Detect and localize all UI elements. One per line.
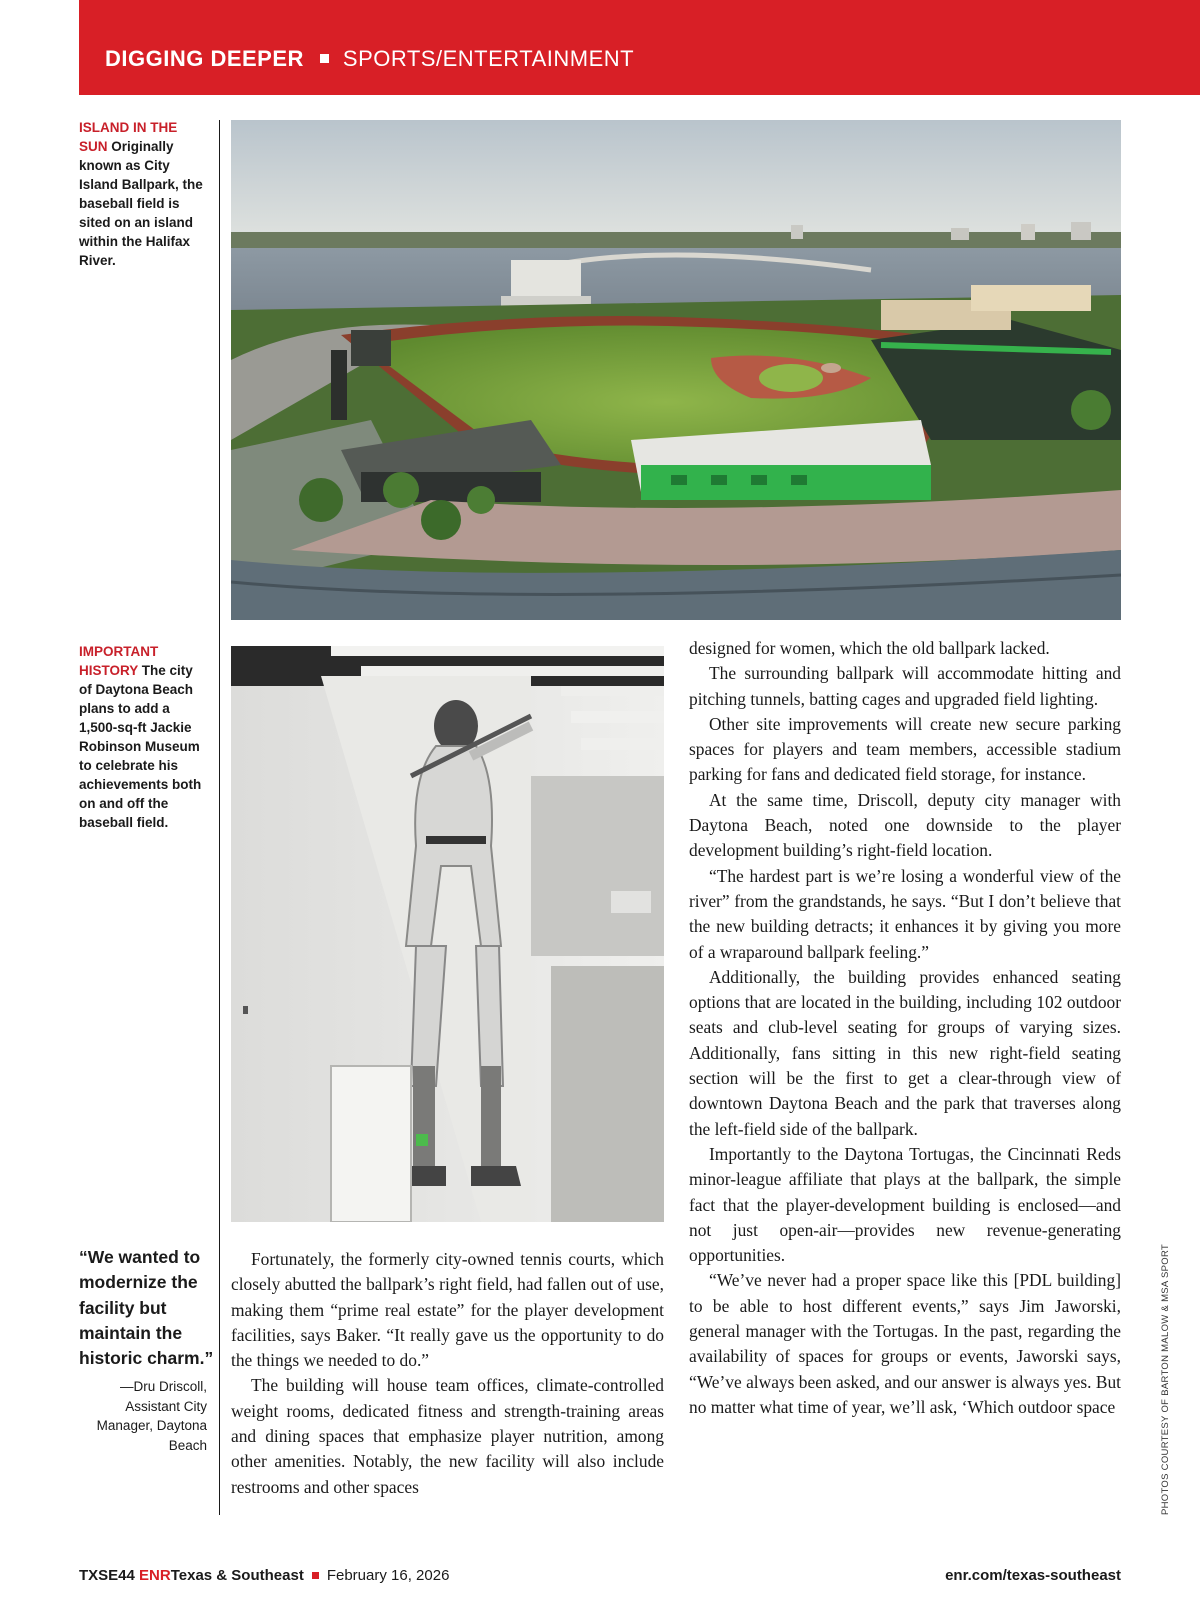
photo-caption-mural xyxy=(79,642,209,832)
article-column-left xyxy=(231,1247,664,1500)
pull-quote-attribution: —Dru Driscoll, Assistant City Manager, Daytona Beach xyxy=(96,1379,207,1453)
photo-caption-ballpark xyxy=(79,118,209,270)
article-paragraph: Additionally, the building provides enhanced seating options that are located in the building, including 102 outdoor seats and club-level seating for groups of varying sizes. Additionally, fans sitting in this new right-field seating section will be the first to get a clear-through view of downtown Daytona Beach and the park that traverses along the left-field side of the ballpark. xyxy=(689,966,1121,1139)
article-paragraph: “We’ve never had a proper space like this [PDL building] to be able to host different events,” says Jim Jaworski, general manager with the Tortugas. In the past, regarding the availability of spaces for groups or events, Jaworski says, “We’ve always been asked, and our answer is always yes. But no matter what time of year, we’ll ask, ‘Which outdoor space xyxy=(689,1270,1121,1417)
page-number: TXSE44 xyxy=(79,1567,135,1584)
article-paragraph: The building will house team offices, climate-controlled weight rooms, dedicated fitness and strength-training areas and dining spaces that emphasize player nutrition, among other amenities. Notably, the new facility will also include restrooms and other spaces xyxy=(231,1375,664,1497)
article-paragraph: “The hardest part is we’re losing a wonderful view of the river” from the grandstands, he says. “But I don’t believe that the new building detracts; it enhances it by giving you more of a wraparound ballpark feeling.” xyxy=(689,865,1121,962)
article-paragraph: The surrounding ballpark will accommodate hitting and pitching tunnels, batting cages and upgraded field lighting. xyxy=(689,663,1121,709)
footer-square-icon xyxy=(312,1572,319,1579)
pull-quote xyxy=(79,1245,214,1455)
section-banner xyxy=(79,0,1200,95)
ballpark-aerial-photo xyxy=(231,120,1121,620)
caption-text: Originally known as City Island Ballpark, the baseball field is sited on an island within the Halifax River. xyxy=(79,139,203,268)
issue-date: February 16, 2026 xyxy=(326,1567,450,1584)
banner-square-icon xyxy=(320,54,329,63)
article-paragraph: Fortunately, the formerly city-owned tennis courts, which closely abutted the ballpark’s right field, had fallen out of use, making them “prime real estate” for the player development facilities, says Baker. “It really gave us the opportunity to do the things we needed to do.” xyxy=(231,1249,664,1371)
article-paragraph: Importantly to the Daytona Tortugas, the Cincinnati Reds minor-league affiliate that plays at the ballpark, the simple fact that the player-development building is enclosed—and not just open-air—provides new revenue-generating opportunities. xyxy=(689,1143,1121,1266)
section-title: DIGGING DEEPER xyxy=(105,46,304,71)
mural-illustration xyxy=(231,646,664,1222)
caption-text: The city of Daytona Beach plans to add a 1,500-sq-ft Jackie Robinson Museum to celebrate his achievements both on and off the baseball field. xyxy=(79,663,202,830)
photo-credit: PHOTOS COURTESY OF BARTON MALOW & MSA SPORT xyxy=(1160,1243,1171,1515)
enr-logo: ENR xyxy=(139,1567,171,1584)
article-paragraph: Other site improvements will create new secure parking spaces for players and team members, accessible stadium parking for fans and dedicated field storage, for instance. xyxy=(689,713,1121,785)
article-paragraph: At the same time, Driscoll, deputy city manager with Daytona Beach, noted one downside to the player development building’s right-field location. xyxy=(689,789,1121,861)
subsection-title: SPORTS/ENTERTAINMENT xyxy=(342,46,635,71)
jackie-robinson-mural-photo xyxy=(231,646,664,1222)
edition-name: Texas & Southeast xyxy=(170,1567,304,1584)
article-paragraph: designed for women, which the old ballpark lacked. xyxy=(689,638,1050,658)
caption-highlight: ISLAND IN THE SUN xyxy=(79,120,178,154)
footer-left xyxy=(79,1567,449,1584)
article-column-right xyxy=(689,636,1121,1420)
ballpark-aerial-illustration xyxy=(231,120,1121,620)
column-divider xyxy=(219,120,220,1515)
banner-text xyxy=(105,46,634,72)
pull-quote-text: “We wanted to modernize the facility but maintain the historic charm.” xyxy=(79,1247,214,1369)
footer-url[interactable]: enr.com/texas-southeast xyxy=(945,1567,1121,1584)
caption-highlight: IMPORTANT HISTORY xyxy=(79,644,159,678)
